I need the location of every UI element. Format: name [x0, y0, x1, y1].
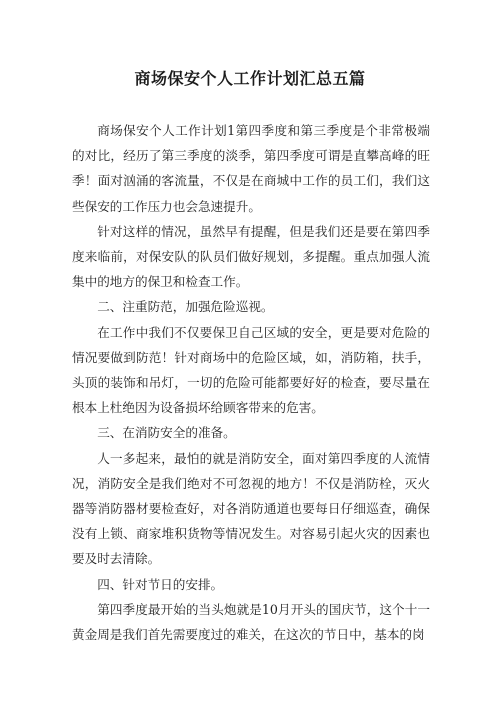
paragraph-3: 在工作中我们不仅要保卫自己区域的安全，更是要对危险的情况要做到防范！针对商场中的危险区域，如，消防箱，扶手，头顶的装饰和吊灯，一切的危险可能都要好好的检查，要尽量在根本上杜绝因为设备损坏给顾客带来的危害。 [72, 324, 430, 416]
document-title: 商场保安个人工作计划汇总五篇 [134, 69, 366, 88]
paragraph-1: 商场保安个人工作计划1第四季度和第三季度是个非常极端的对比，经历了第三季度的淡季，第四季度可谓是直攀高峰的旺季！面对汹涌的客流量，不仅是在商城中工作的员工们，我们这些保安的工作压力也会急速提升。 [72, 123, 430, 214]
paragraph-5: 第四季度最开始的当头炮就是10月开头的国庆节，这个十一黄金周是我们首先需要度过的难关，在这次的节日中，基本的岗 [72, 601, 430, 643]
paragraph-2: 针对这样的情况，虽然早有提醒，但是我们还是要在第四季度来临前，对保安队的队员们做好规划，多提醒。重点加强人流集中的地方的保卫和检查工作。 [72, 223, 430, 290]
document-body [72, 118, 430, 647]
paragraph-4: 人一多起来，最怕的就是消防安全，面对第四季度的人流情况，消防安全是我们绝对不可忽视的地方！不仅是消防栓，灭火器等消防器材要检查好，对各消防通道也要每日仔细巡查，确保没有上锁、商家堆积货物等情况发生。对容易引起火灾的因素也要及时去清除。 [72, 450, 430, 567]
section-heading-4: 四、针对节日的安排。 [97, 576, 224, 592]
section-heading-2: 二、注重防范，加强危险巡视。 [97, 299, 274, 315]
section-heading-3: 三、在消防安全的准备。 [97, 425, 236, 441]
